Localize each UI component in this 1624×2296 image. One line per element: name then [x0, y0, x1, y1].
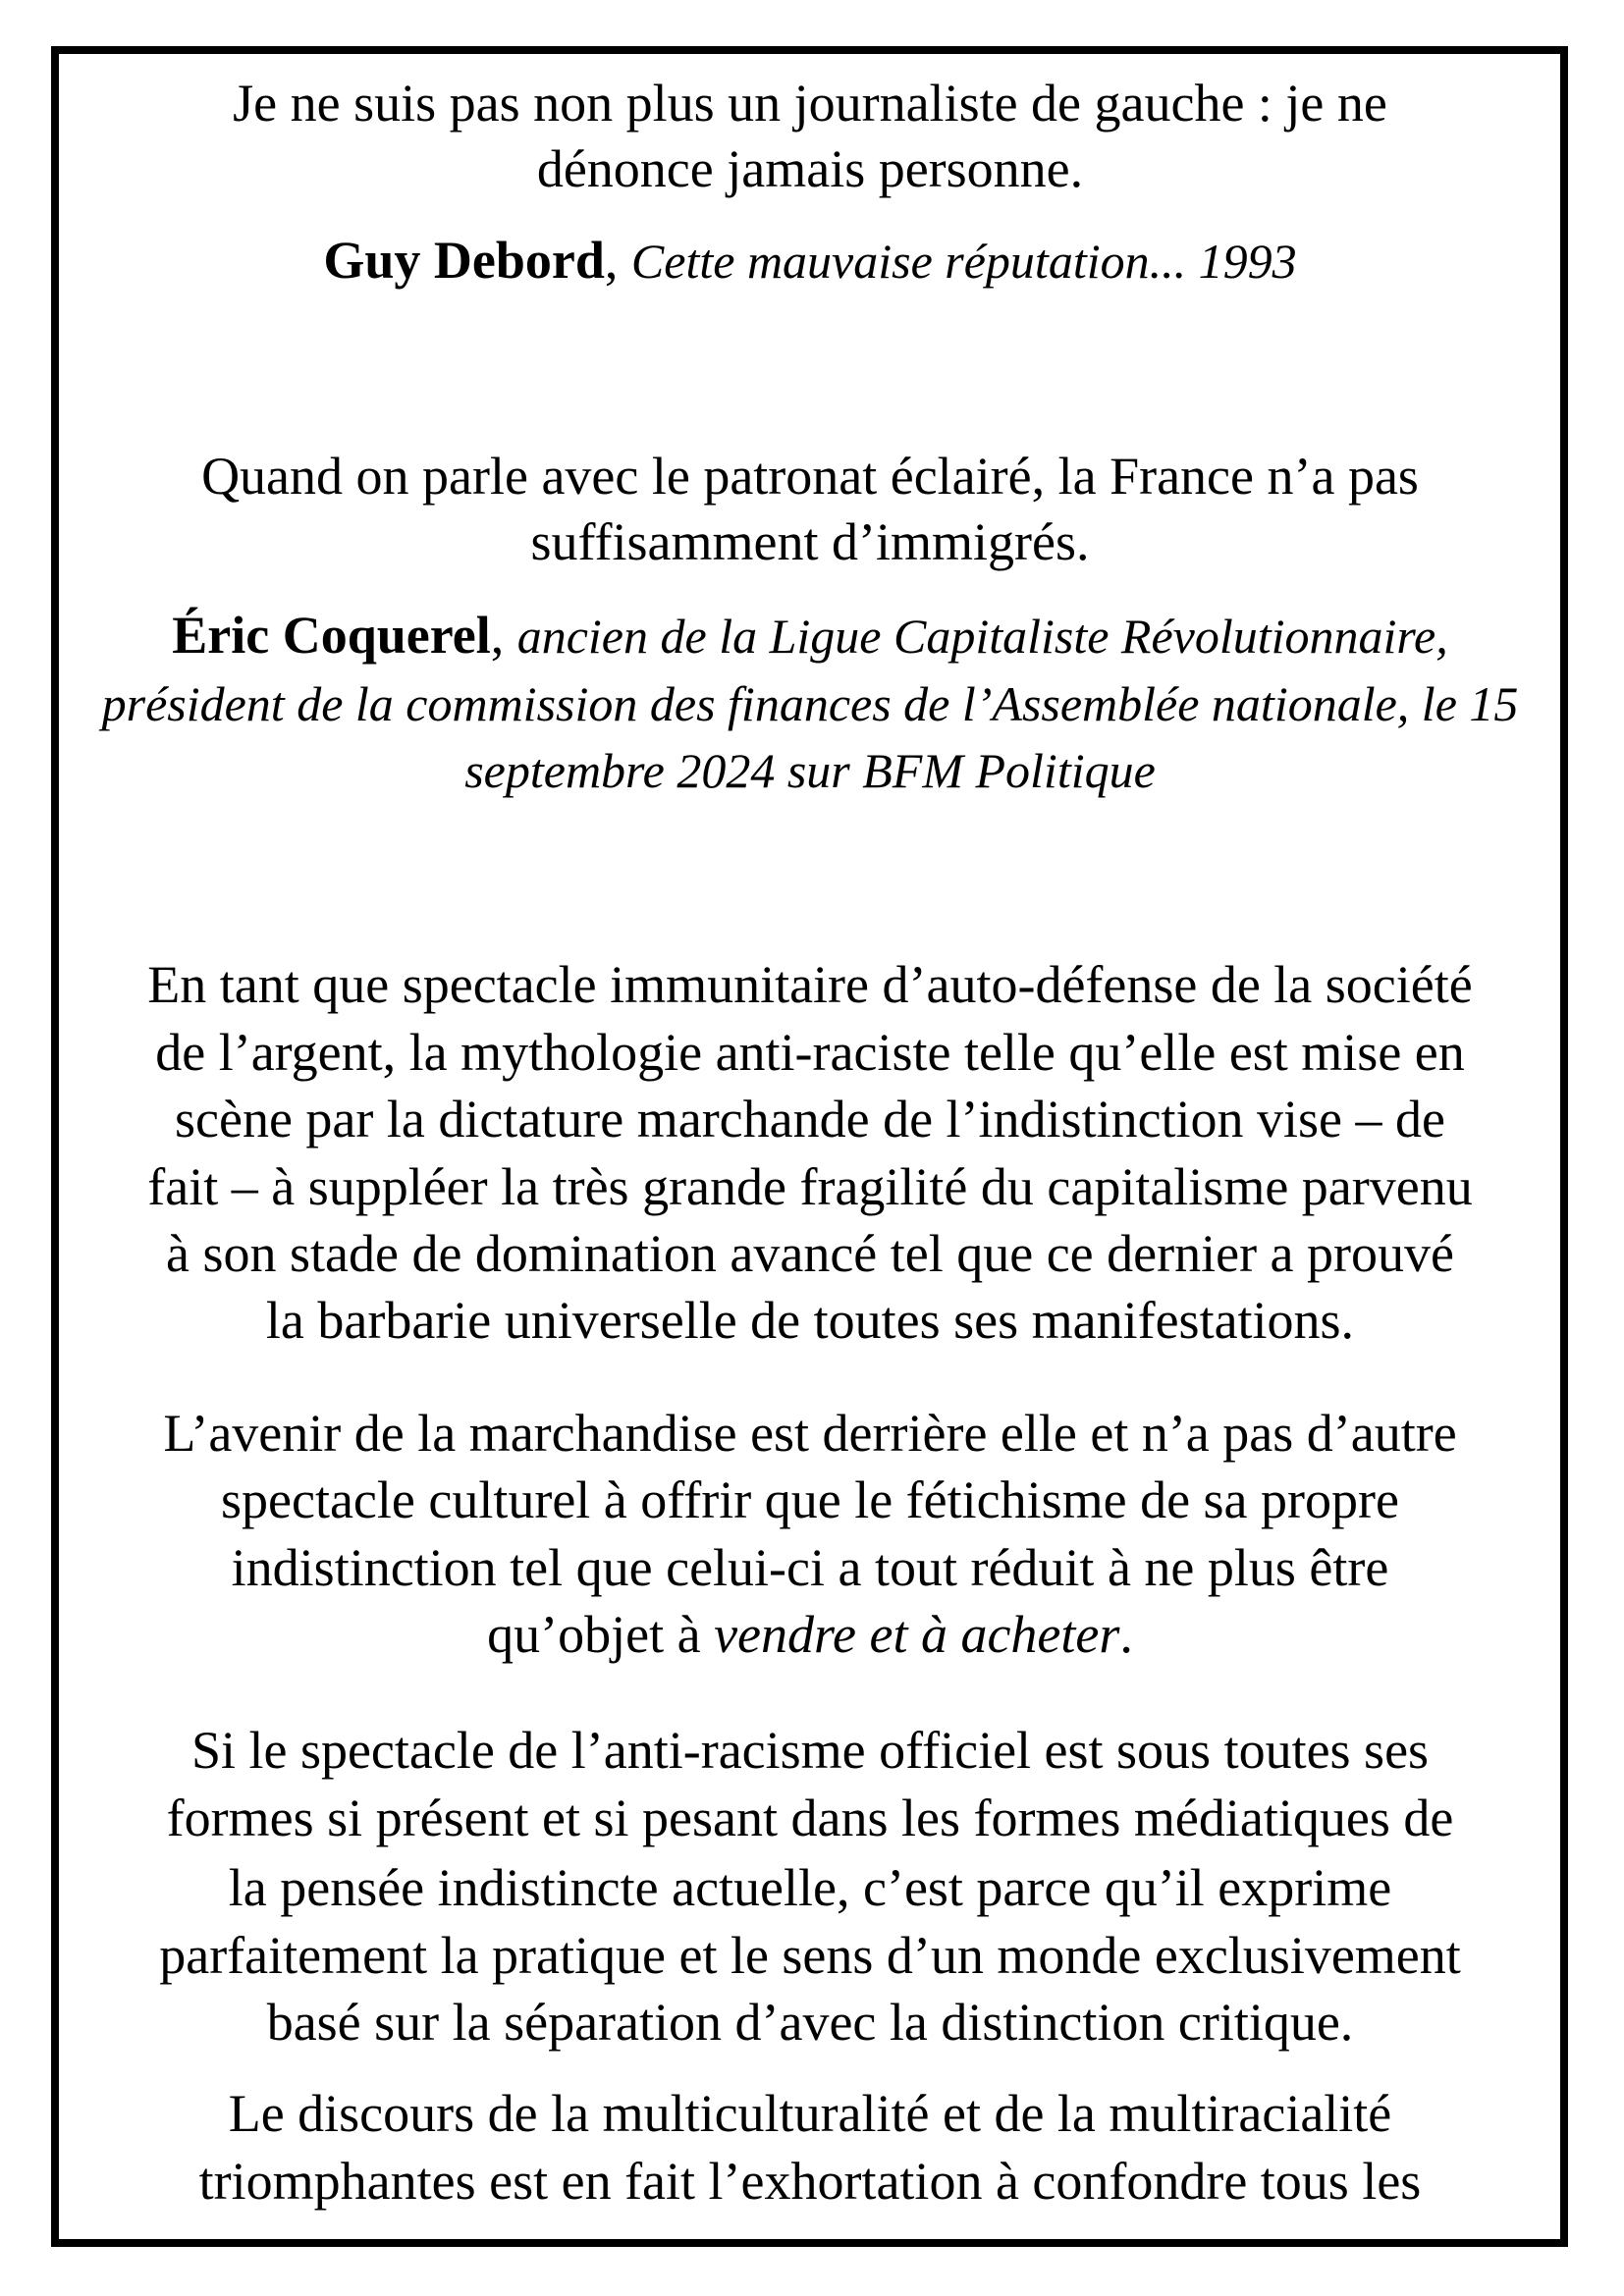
- paragraph-1-line: de l’argent, la mythologie anti-raciste telle qu’elle est mise en: [155, 1023, 1465, 1082]
- epigraph-2-quote-line: suffisamment d’immigrés.: [530, 512, 1090, 571]
- epigraph-2-source-line: ancien de la Ligue Capitaliste Révolutionnaire,: [516, 609, 1448, 664]
- paragraph-3-line: basé sur la séparation d’avec la distinction critique.: [266, 1993, 1354, 2052]
- epigraph-1-separator: ,: [604, 231, 619, 290]
- paragraph-2-last-line-prefix: qu’objet à: [487, 1605, 715, 1664]
- epigraph-1-attribution: [59, 231, 1561, 290]
- paragraph-2-last-line-suffix: .: [1119, 1605, 1133, 1664]
- epigraph-2-source-line: président de la commission des finances de l’Assemblée nationale, le 15: [101, 676, 1519, 731]
- paragraph-4-line: Le discours de la multiculturalité et de la multiracialité: [228, 2084, 1392, 2143]
- epigraph-2-author: Éric Coquerel: [172, 606, 491, 665]
- paragraph-1-line: à son stade de domination avancé tel que ce dernier a prouvé: [166, 1224, 1454, 1283]
- epigraph-2-source-line: septembre 2024 sur BFM Politique: [464, 743, 1156, 798]
- epigraph-1-quote-line: Je ne suis pas non plus un journaliste de gauche : je ne: [233, 74, 1387, 133]
- epigraph-2-attribution: [59, 606, 1561, 665]
- epigraph-1-author: Guy Debord: [323, 231, 605, 290]
- paragraph-1-line: la barbarie universelle de toutes ses manifestations.: [265, 1291, 1355, 1350]
- paragraph-2-line: indistinction tel que celui-ci a tout réduit à ne plus être: [231, 1538, 1389, 1597]
- epigraph-2-separator: ,: [490, 606, 505, 665]
- paragraph-3-line: Si le spectacle de l’anti-racisme officiel est sous toutes ses: [190, 1721, 1430, 1780]
- paragraph-4-line: triomphantes est en fait l’exhortation à confondre tous les: [198, 2152, 1422, 2211]
- paragraph-1-line: fait – à suppléer la très grande fragilité du capitalisme parvenu: [147, 1157, 1473, 1216]
- epigraph-2-quote-line: Quand on parle avec le patronat éclairé, la France n’a pas: [201, 447, 1419, 506]
- paragraph-3-line: formes si présent et si pesant dans les formes médiatiques de: [166, 1789, 1454, 1847]
- paragraph-3-line: parfaitement la pratique et le sens d’un monde exclusivement: [159, 1926, 1461, 1985]
- paragraph-2-line: spectacle culturel à offrir que le fétichisme de sa propre: [221, 1470, 1399, 1529]
- paragraph-1-line: scène par la dictature marchande de l’indistinction vise – de: [175, 1090, 1445, 1148]
- paragraph-1-line: En tant que spectacle immunitaire d’auto-défense de la société: [147, 955, 1473, 1014]
- paragraph-2-emphasis: vendre et à acheter: [714, 1605, 1120, 1664]
- epigraph-1-quote-line: dénonce jamais personne.: [536, 139, 1084, 198]
- paragraph-3-line: la pensée indistincte actuelle, c’est parce qu’il exprime: [228, 1858, 1392, 1917]
- epigraph-1-source: Cette mauvaise réputation... 1993: [630, 234, 1297, 289]
- paragraph-2-last-line: [59, 1605, 1561, 1664]
- paragraph-2-line: L’avenir de la marchandise est derrière elle et n’a pas d’autre: [163, 1404, 1457, 1463]
